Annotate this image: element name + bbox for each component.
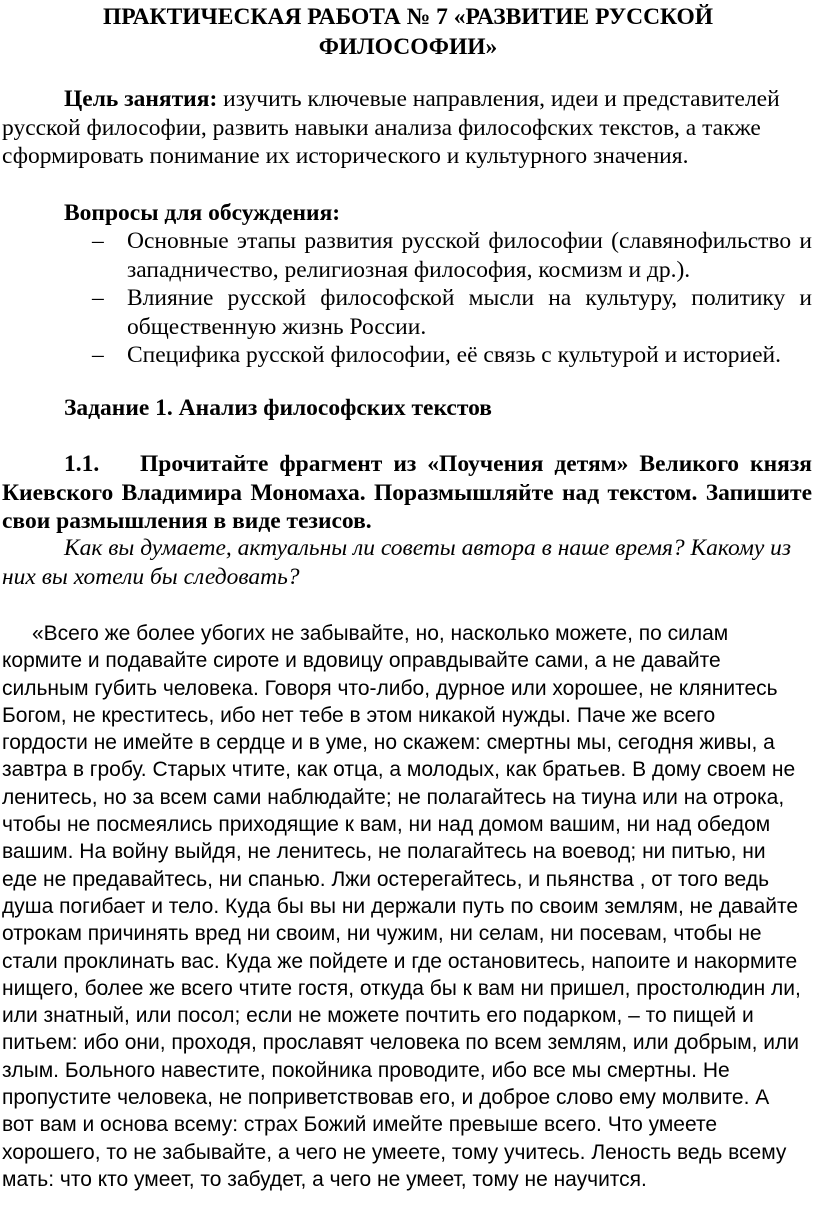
question-item: [0, 284, 816, 341]
monomakh-quote: «Всего же более убогих не забывайте, но, насколько можете, по силам кормите и подавайте сироте и вдовицу оправдывайте сами, а не давайте сильным губить человека. Говоря что-либо, дурное или хорошее, не клянитесь Богом, не креститесь, ибо нет тебе в этом никакой нужды. Паче же всего гордости не имейте в сердце и в уме, но скажем: смертны мы, сегодня живы, а завтра в гробу. Старых чтите, как отца, а молодых, как братьев. В дому своем не ленитесь, но за всем сами наблюдайте; не полагайтесь на тиуна или на отрока, чтобы не посмеялись приходящие к вам, ни над домом вашим, ни над обедом вашим. На войну выйдя, не ленитесь, не полагайтесь на воевод; ни питью, ни еде не предавайтесь, ни спанью. Лжи остерегайтесь, и пьянства , от того ведь душа погибает и тело. Куда бы вы ни держали путь по своим землям, не давайте отрокам причинять вред ни своим, ни чужим, ни селам, ни посевам, чтобы не стали проклинать вас. Куда же пойдете и где остановитесь, напоите и накормите нищего, более же всего чтите гостя, откуда бы к вам ни пришел, простолюдин ли, или знатный, или посол; если не можете почтить его подарком, – то пищей и питьем: ибо они, проходя, прославят человека по всем землям, или добрым, или злым. Больного навестите, покойника проводите, ибо все мы смертны. Не пропустите человека, не поприветствовав его, и доброе слово ему молвите. А вот вам и основа всему: страх Божий имейте превыше всего. Что умеете хорошего, то не забывайте, а чего не умеете, тому учитесь. Леность ведь всему мать: что кто умеет, то забудет, а чего не умеет, тому не научится.: [2, 622, 801, 1191]
task-1-1-number: 1.1.: [64, 451, 100, 477]
dash-bullet: –: [92, 342, 104, 368]
dash-bullet: –: [92, 228, 104, 254]
question-item-text: Влияние русской философской мысли на культуру, политику и общественную жизнь России.: [127, 285, 812, 340]
dash-bullet: –: [92, 285, 104, 311]
questions-list: [0, 227, 816, 370]
task-1-heading: Задание 1. Анализ философских текстов: [64, 395, 492, 421]
goal-paragraph: [2, 85, 812, 171]
page-title-line-2: ФИЛОСОФИИ»: [318, 34, 498, 60]
goal-label: Цель занятия:: [64, 86, 218, 112]
task-1-1-paragraph: [2, 450, 812, 536]
questions-heading: Вопросы для обсуждения:: [64, 200, 341, 226]
goal-text: изучить ключевые направления, идеи и представителей русской философии, развить навыки анализа философских текстов, а также сформировать понимание их исторического и культурного значения.: [2, 86, 780, 169]
page-title: [0, 2, 816, 62]
question-item-text: Основные этапы развития русской философии (славянофильство и западничество, религиозная философия, космизм и др.).: [127, 228, 812, 283]
task-question: Как вы думаете, актуальны ли советы автора в наше время? Какому из них вы хотели бы следовать?: [2, 535, 792, 590]
question-item: [0, 341, 816, 370]
task-1-1-text: Прочитайте фрагмент из «Поучения детям» Великого князя Киевского Владимира Мономаха. Поразмышляйте над текстом. Запишите свои размышления в виде тезисов.: [2, 451, 812, 534]
question-item-text: Специфика русской философии, её связь с культурой и историей.: [127, 342, 781, 368]
page-title-line-1: ПРАКТИЧЕСКАЯ РАБОТА № 7 «РАЗВИТИЕ РУССКОЙ: [102, 4, 714, 30]
question-item: [0, 227, 816, 284]
